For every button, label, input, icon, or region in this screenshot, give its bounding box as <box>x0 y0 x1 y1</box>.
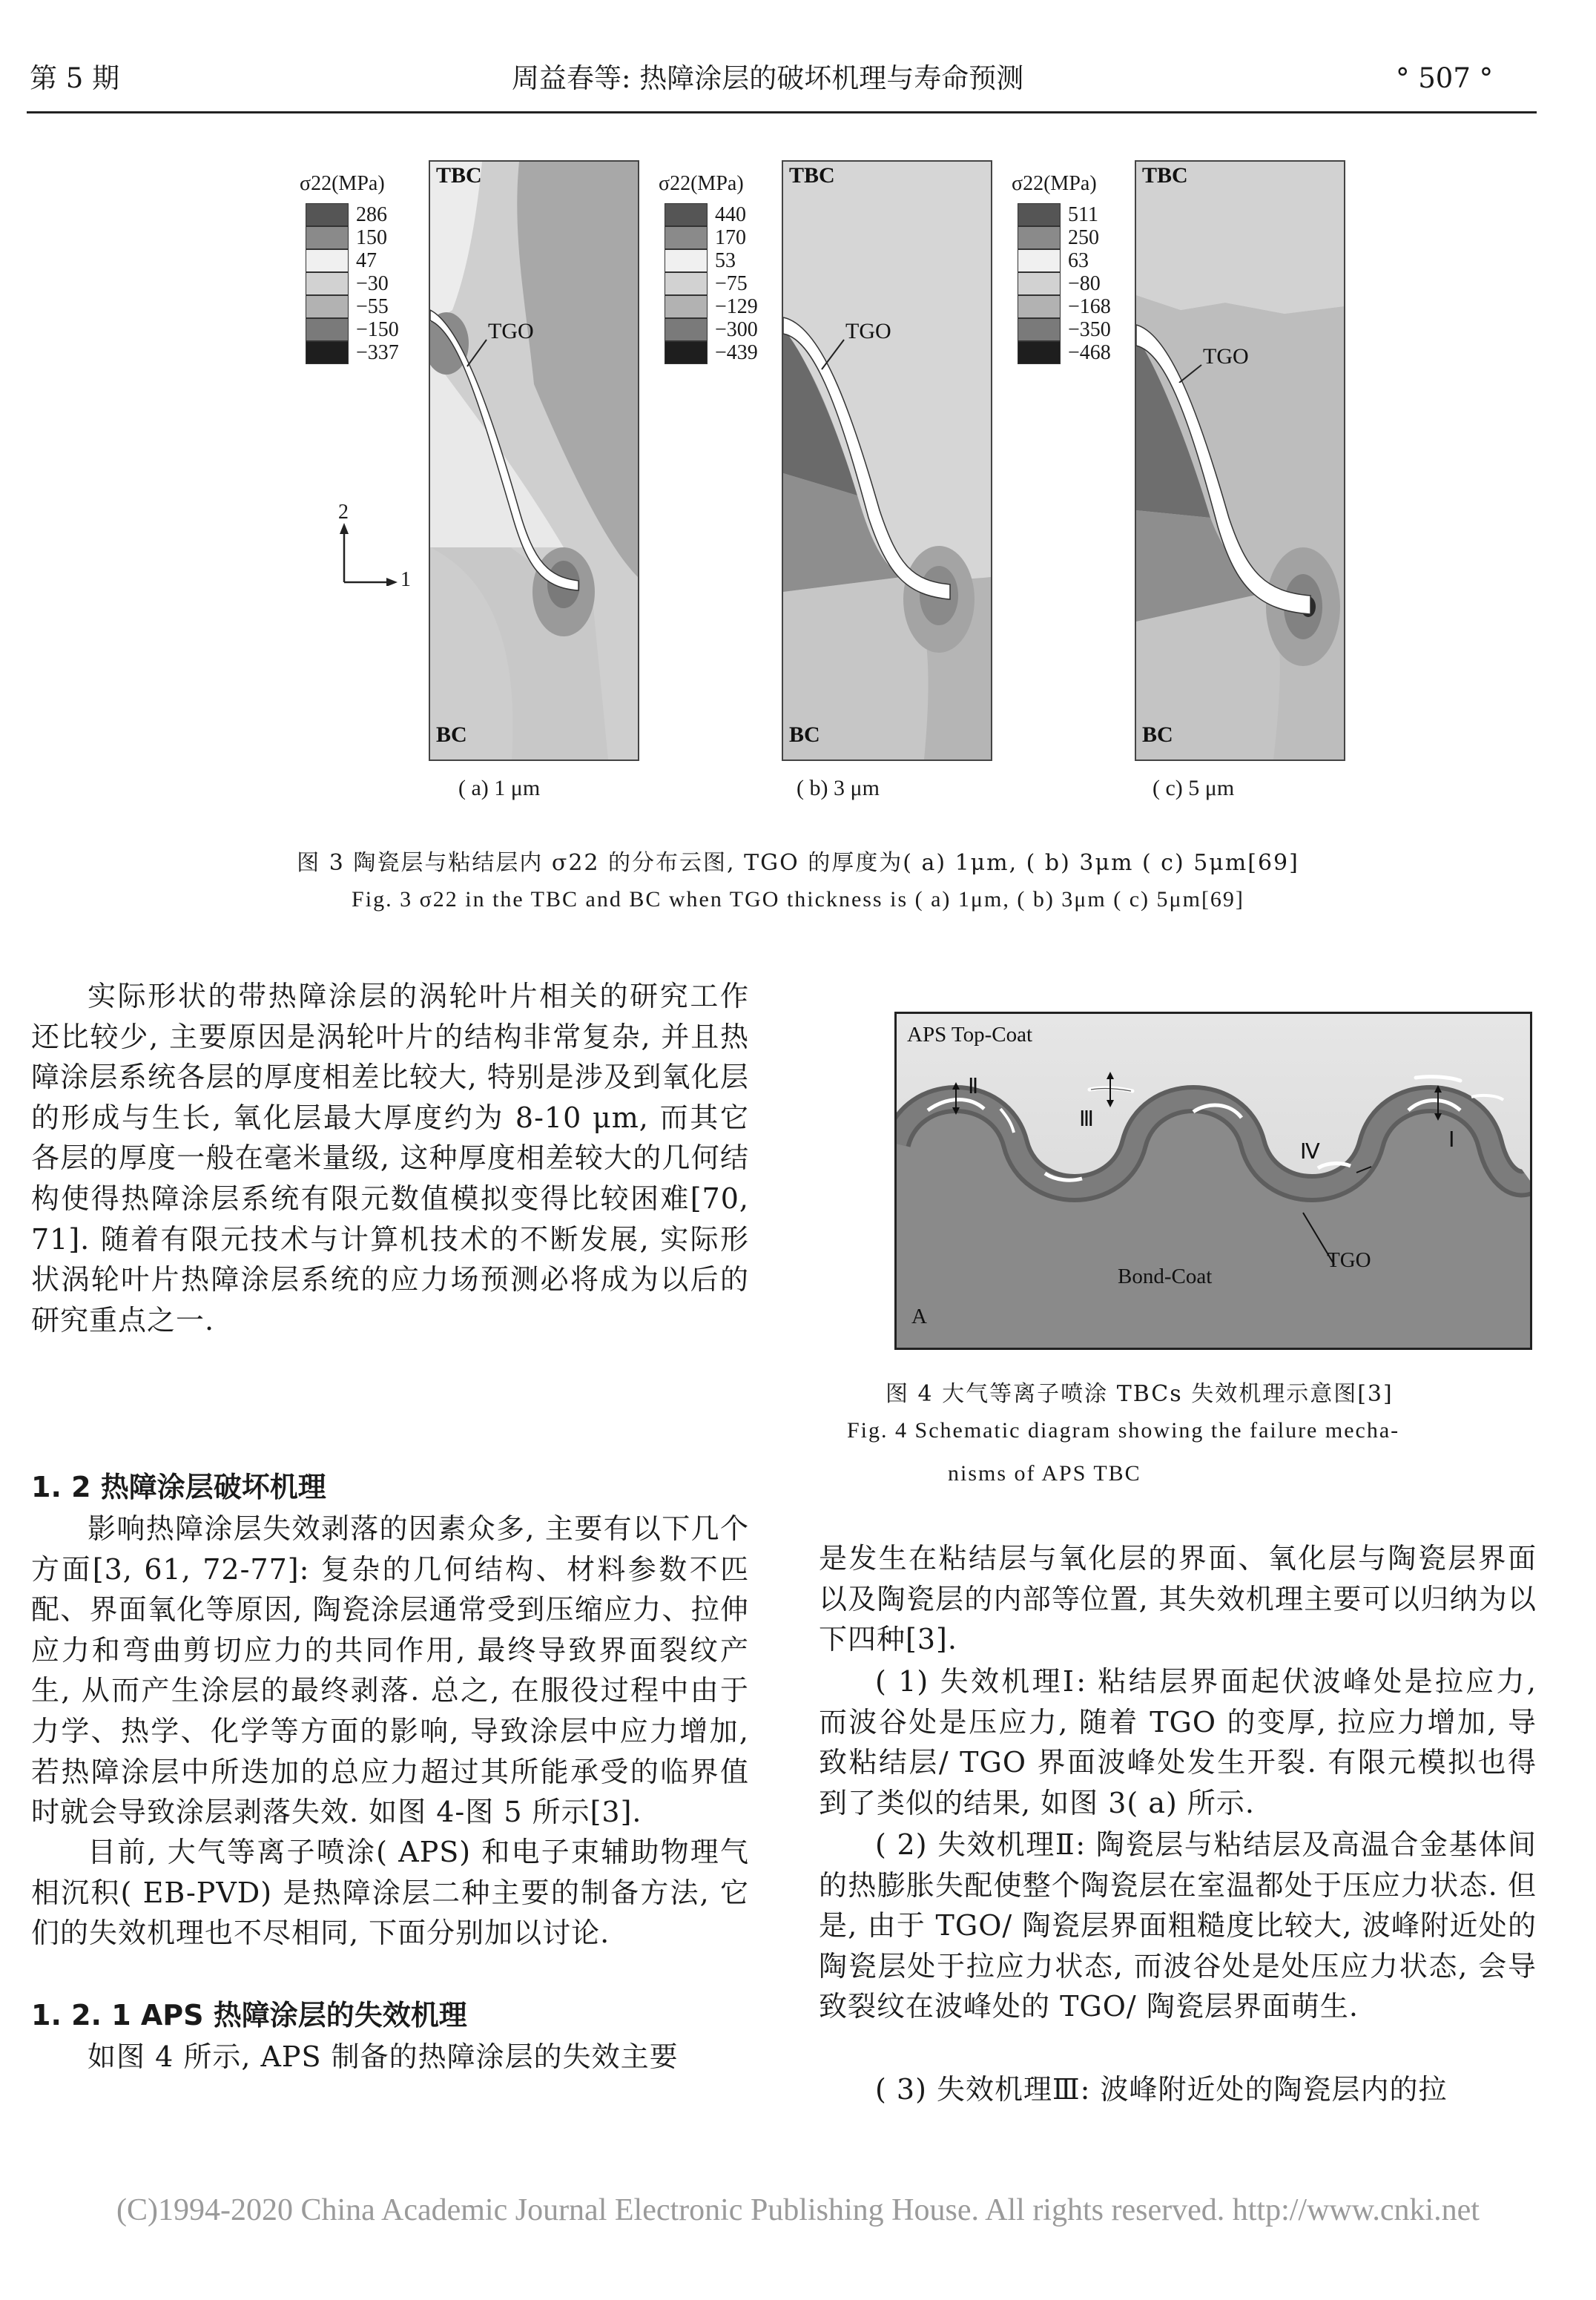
page-number: ° 507 ° <box>1396 62 1494 94</box>
legend-value: 511 <box>1068 203 1098 226</box>
left-paragraph-3: 目前, 大气等离子喷涂( APS) 和电子束辅助物理气相沉积( EB-PVD) 是热障涂层二种主要的制备方法, 它们的失效机理也不尽相同, 下面分别加以讨论. <box>31 1836 749 1950</box>
legend-value: −168 <box>1068 295 1111 318</box>
figure-4-caption-en-2: nisms of APS TBC <box>948 1461 1141 1486</box>
axis-2-label: 2 <box>338 501 349 524</box>
top-coat-label: APS Top-Coat <box>907 1023 1033 1047</box>
mechanism-I-label: Ⅰ <box>1448 1128 1455 1152</box>
legend-value: 440 <box>715 203 746 226</box>
legend-value: −150 <box>356 318 399 341</box>
section-heading-1-2-1: 1. 2. 1 APS 热障涂层的失效机理 <box>31 1999 467 2032</box>
bc-label: BC <box>436 722 467 747</box>
left-paragraph-2: 影响热障涂层失效剥落的因素众多, 主要有以下几个方面[3, 61, 72-77]: 复杂的几何结构、材料参数不匹配、界面氧化等原因, 陶瓷涂层通常受到压缩应力、拉伸应力和弯曲剪切应力的共同作用, 最终导致界面裂纹产生, 从而产生涂层的最终剥落. 总之, 在服役过程中由于力学、热学、化学等方面的影响, 导致涂层中应力增加, 若热障涂层中所迭加的总应力超过其所能承受的临界值时就会导致涂层剥落失效. 如图 4-图 5 所示[3]. <box>31 1512 749 1829</box>
copyright-footer: (C)1994-2020 China Academic Journal Electronic Publishing House. All rights reserved. http://www.cnki.net <box>116 2193 1480 2227</box>
figure-4-caption-en-1: Fig. 4 Schematic diagram showing the failure mecha- <box>847 1418 1400 1443</box>
bc-label: BC <box>1142 722 1173 747</box>
right-paragraph-2: ( 1) 失效机理Ⅰ: 粘结层界面起伏波峰处是拉应力, 而波谷处是压应力, 随着 TGO 的变厚, 拉应力增加, 导致粘结层/ TGO 界面波峰处发生开裂. 有限元模拟也得到了类似的结果, 如图 3( a) 所示. <box>819 1665 1537 1819</box>
legend-value: 63 <box>1068 249 1089 272</box>
legend-swatch <box>306 318 349 341</box>
figure-4-schematic <box>894 1012 1532 1350</box>
legend-value: −80 <box>1068 272 1101 295</box>
running-title: 周益春等: 热障涂层的破坏机理与寿命预测 <box>512 62 1024 94</box>
bc-label: BC <box>789 722 820 747</box>
figure-3-caption-en: Fig. 3 σ22 in the TBC and BC when TGO thickness is ( a) 1μm, ( b) 3μm ( c) 5μm[69] <box>352 887 1244 912</box>
legend-swatch <box>306 249 349 272</box>
legend-swatch <box>306 226 349 249</box>
axis-1-label: 1 <box>400 568 411 591</box>
legend-swatch <box>306 272 349 295</box>
legend-value: −439 <box>715 341 758 364</box>
legend-value: 170 <box>715 226 746 249</box>
legend-swatch <box>306 203 349 226</box>
right-paragraph-4: ( 3) 失效机理Ⅲ: 波峰附近处的陶瓷层内的拉 <box>875 2073 1448 2106</box>
tbc-label: TBC <box>789 163 835 188</box>
tgo-leader-lines <box>429 160 1363 383</box>
left-paragraph-1: 实际形状的带热障涂层的涡轮叶片相关的研究工作还比较少, 主要原因是涡轮叶片的结构非常复杂, 并且热障涂层系统各层的厚度相差比较大, 特别是涉及到氧化层的形成与生长, 氧化层最大厚度约为 8-10 μm, 而其它各层的厚度一般在毫米量级, 这种厚度相差较大的几何结构使得热障涂层系统有限元数值模拟变得比较困难[70, 71]. 随着有限元技术与计算机技术的不断发展, 实际形状涡轮叶片热障涂层系统的应力场预测必将成为以后的研究重点之一. <box>31 980 749 1337</box>
left-paragraph-4: 如图 4 所示, APS 制备的热障涂层的失效主要 <box>88 2040 679 2073</box>
right-paragraph-3: ( 2) 失效机理Ⅱ: 陶瓷层与粘结层及高温合金基体间的热膨胀失配使整个陶瓷层在室温都处于压应力状态. 但是, 由于 TGO/ 陶瓷层界面粗糙度比较大, 波峰附近处的陶瓷层处于拉应力状态, 而波谷处是处压应力状态, 会导致裂纹在波峰处的 TGO/ 陶瓷层界面萌生. <box>819 1828 1537 2023</box>
legend-title: σ22(MPa) <box>659 172 744 195</box>
tbc-label: TBC <box>436 163 482 188</box>
right-paragraph-1: 是发生在粘结层与氧化层的界面、氧化层与陶瓷层界面以及陶瓷层的内部等位置, 其失效机理主要可以归纳为以下四种[3]. <box>819 1542 1537 1656</box>
tgo-label: TGO <box>488 319 534 343</box>
legend-swatch <box>306 341 349 364</box>
header-rule <box>27 111 1537 113</box>
failure-mechanism-diagram <box>897 1014 1530 1348</box>
figure-4-caption-cn: 图 4 大气等离子喷涂 TBCs 失效机理示意图[3] <box>886 1381 1394 1407</box>
tbc-label: TBC <box>1142 163 1188 188</box>
legend-value: −468 <box>1068 341 1111 364</box>
legend-value: −350 <box>1068 318 1111 341</box>
tgo-label: TGO <box>845 319 891 343</box>
legend-title: σ22(MPa) <box>300 172 385 195</box>
journal-issue: 第 5 期 <box>30 62 120 94</box>
legend-title: σ22(MPa) <box>1012 172 1097 195</box>
legend-value: −30 <box>356 272 389 295</box>
subcaption-a: ( a) 1 μm <box>458 776 541 800</box>
mechanism-III-label: Ⅲ <box>1079 1107 1094 1131</box>
tgo-label: TGO <box>1203 344 1249 369</box>
legend-value: −129 <box>715 295 758 318</box>
bond-coat-label: Bond-Coat <box>1118 1265 1213 1288</box>
subcaption-c: ( c) 5 μm <box>1153 776 1235 800</box>
subcaption-b: ( b) 3 μm <box>797 776 880 800</box>
legend-value: −300 <box>715 318 758 341</box>
section-heading-1-2: 1. 2 热障涂层破坏机理 <box>31 1471 326 1503</box>
legend-value: −337 <box>356 341 399 364</box>
legend-value: 53 <box>715 249 736 272</box>
legend-a <box>300 172 399 364</box>
legend-value: −55 <box>356 295 389 318</box>
mechanism-IV-label: Ⅳ <box>1300 1140 1320 1164</box>
legend-swatch <box>306 295 349 318</box>
legend-value: 150 <box>356 226 387 249</box>
tgo-label: TGO <box>1327 1248 1371 1272</box>
legend-value: 250 <box>1068 226 1099 249</box>
figure-3-caption-cn: 图 3 陶瓷层与粘结层内 σ22 的分布云图, TGO 的厚度为( a) 1μm, ( b) 3μm ( c) 5μm[69] <box>297 850 1299 876</box>
mechanism-II-label: Ⅱ <box>968 1075 979 1098</box>
legend-value: 286 <box>356 203 387 226</box>
corner-label-a: A <box>911 1305 927 1328</box>
legend-value: −75 <box>715 272 748 295</box>
legend-value: 47 <box>356 249 377 272</box>
